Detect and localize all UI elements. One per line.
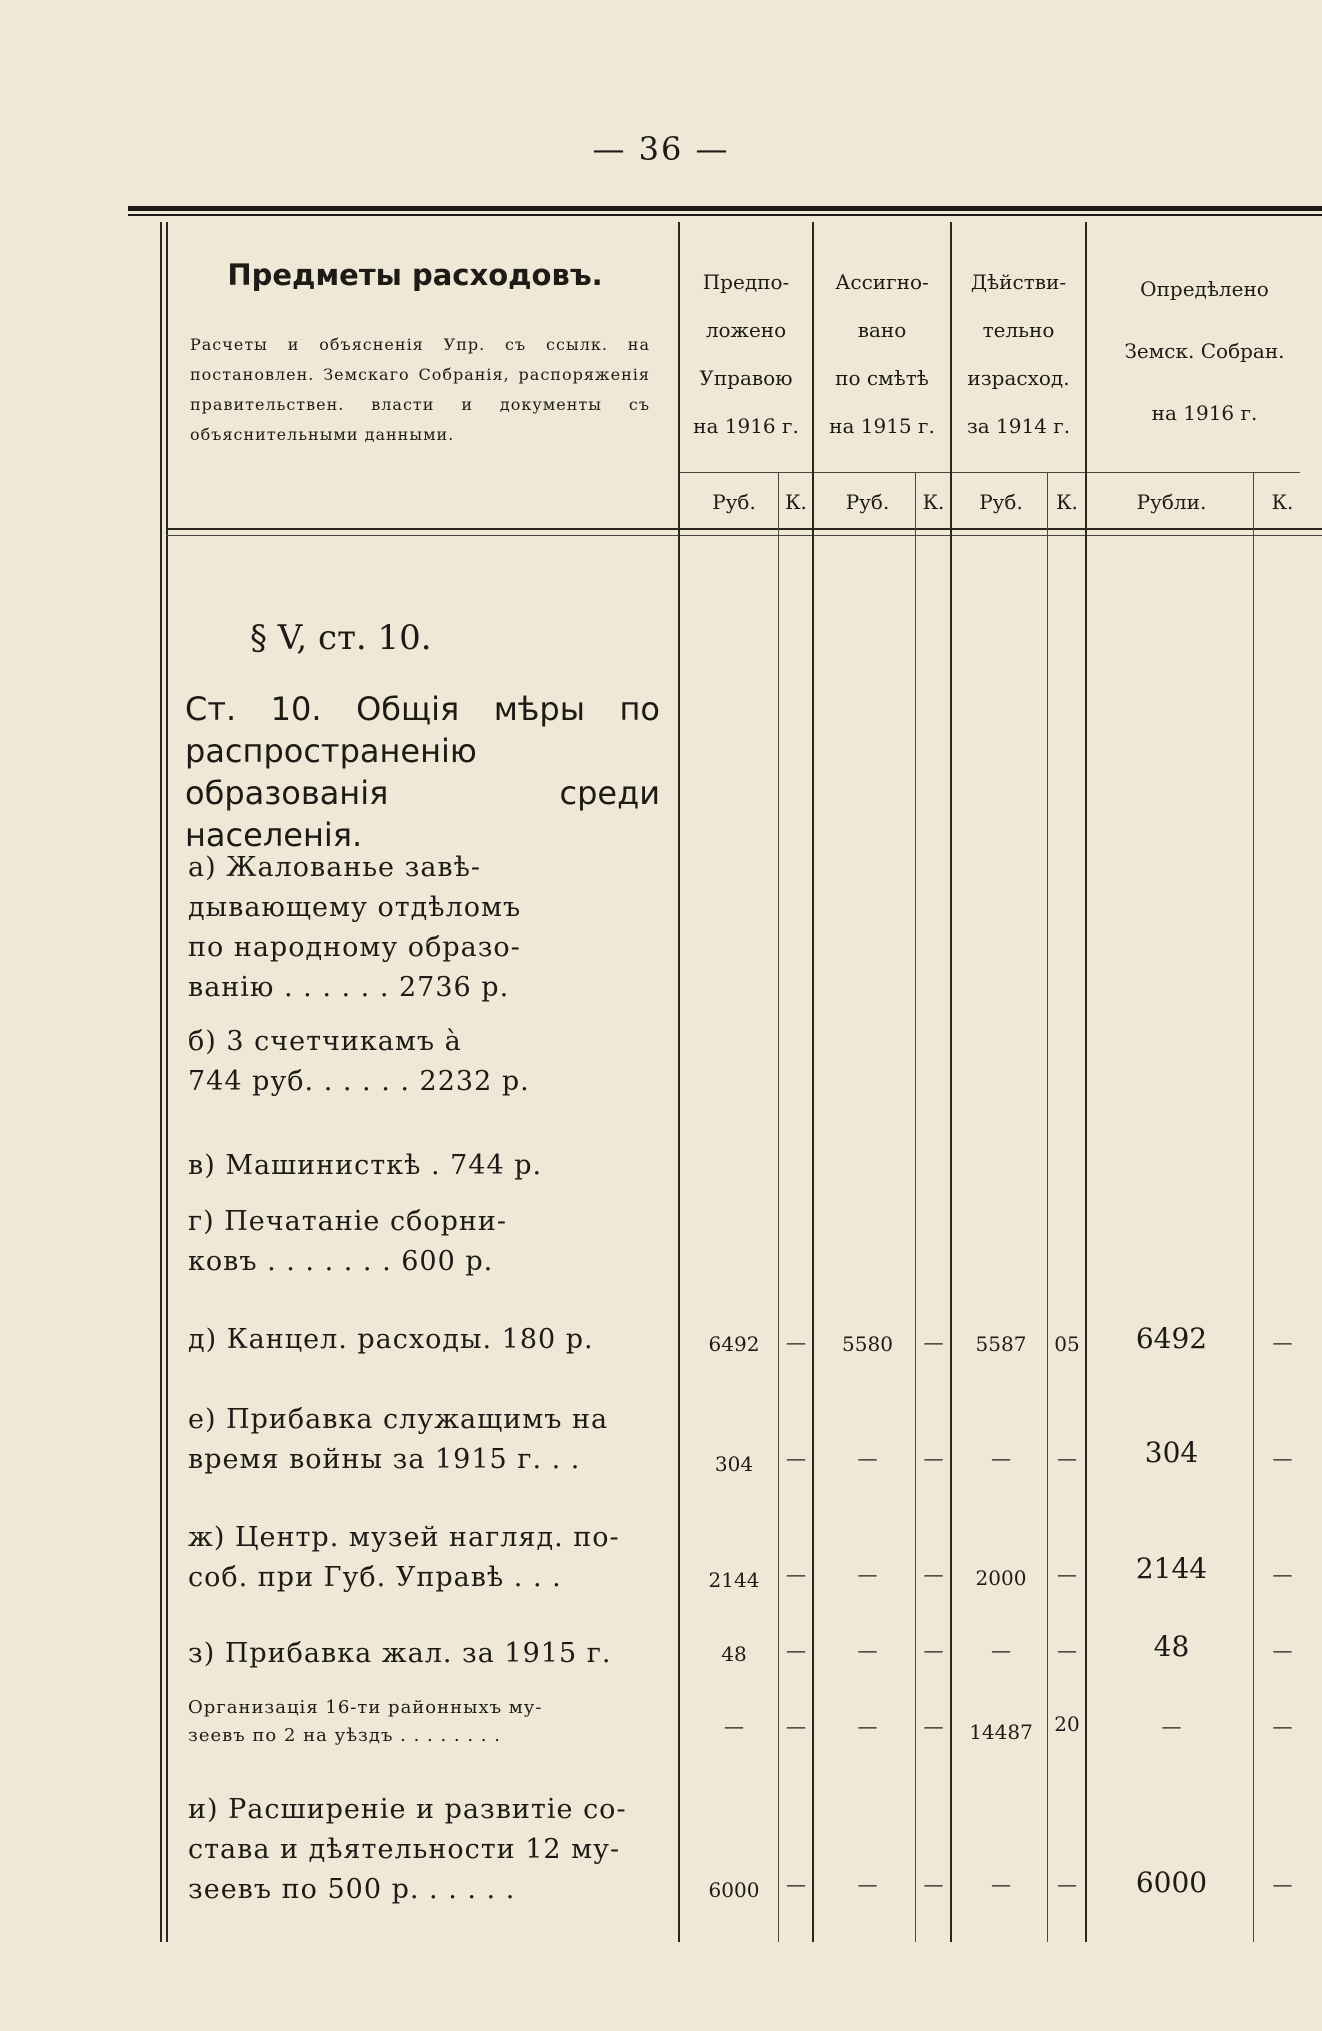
row-i-col3: — bbox=[991, 1872, 1011, 1896]
page-number: — 36 — bbox=[592, 130, 730, 168]
col-sep-3 bbox=[1085, 222, 1087, 1942]
row-org-col4: — bbox=[1161, 1714, 1182, 1738]
col4-header: Опредѣлено Земск. Собран. на 1916 г. bbox=[1124, 277, 1285, 425]
item-zh: ж) Центр. музей нагляд. по- соб. при Губ. Управѣ . . . bbox=[188, 1522, 620, 1593]
header-subtitle: Расчеты и объясненія Упр. съ ссылк. на постановлен. Земскаго Собранія, распоряженія правительствен. власти и документы съ объяснительными данными. bbox=[190, 335, 650, 444]
row-i-col1: 6000 bbox=[708, 1878, 760, 1902]
section-heading: § V, ст. 10. bbox=[250, 618, 432, 658]
row-i-col2-kop: — bbox=[923, 1872, 944, 1896]
top-rule bbox=[128, 206, 1322, 211]
row-d-col2-kop: — bbox=[923, 1330, 944, 1354]
unit-rub-1: Руб. bbox=[712, 490, 756, 514]
row-i-col1-kop: — bbox=[786, 1872, 806, 1896]
row-d-col4: 6492 bbox=[1135, 1322, 1208, 1355]
row-zh-col4: 2144 bbox=[1135, 1552, 1208, 1585]
row-e-col3-kop: — bbox=[1057, 1446, 1077, 1470]
unit-row-rule bbox=[680, 472, 1300, 473]
row-z-col4-kop: — bbox=[1272, 1638, 1293, 1662]
row-e-col2: — bbox=[857, 1446, 878, 1470]
unit-rub-2: Руб. bbox=[845, 490, 890, 514]
kop-sep-4 bbox=[1253, 472, 1254, 1942]
row-z-col3: — bbox=[991, 1638, 1011, 1662]
row-z-col3-kop: — bbox=[1057, 1638, 1077, 1662]
row-d-col3: 5587 bbox=[975, 1332, 1027, 1356]
item-a: а) Жалованье завѣ- дывающему отдѣломъ по народному образо- ванію . . . . . . 2736 р. bbox=[188, 852, 522, 1003]
row-i-col4-kop: — bbox=[1272, 1872, 1293, 1896]
item-z: з) Прибавка жал. за 1915 г. bbox=[188, 1638, 612, 1669]
row-z-col1: 48 bbox=[721, 1642, 747, 1666]
row-e-col3: — bbox=[991, 1446, 1011, 1470]
item-d: д) Канцел. расходы. 180 р. bbox=[188, 1324, 594, 1355]
row-z-col4: 48 bbox=[1153, 1630, 1190, 1663]
row-z-col2-kop: — bbox=[923, 1638, 944, 1662]
row-org-col1: — bbox=[724, 1714, 744, 1738]
row-d-col1: 6492 bbox=[708, 1332, 760, 1356]
table-border-left-inner bbox=[166, 222, 168, 1942]
row-d-col4-kop: — bbox=[1272, 1330, 1293, 1354]
kop-sep-3 bbox=[1047, 472, 1048, 1942]
header-bottom-rule-2 bbox=[166, 535, 1322, 536]
item-e: е) Прибавка служащимъ на время войны за 1915 г. . . bbox=[188, 1404, 609, 1475]
col2-header: Ассигно- вано по смѣтѣ на 1915 г. bbox=[829, 270, 935, 438]
header-bottom-rule bbox=[166, 528, 1322, 530]
row-zh-col4-kop: — bbox=[1272, 1562, 1293, 1586]
item-g: г) Печатаніе сборни- ковъ . . . . . . . 600 р. bbox=[188, 1206, 507, 1277]
row-i-col4: 6000 bbox=[1135, 1866, 1208, 1899]
item-v: в) Машинисткѣ . 744 р. bbox=[188, 1150, 543, 1181]
row-e-col1: 304 bbox=[714, 1452, 754, 1476]
row-zh-col2-kop: — bbox=[923, 1562, 944, 1586]
item-i: и) Расширеніе и развитіе со- става и дѣятельности 12 му- зеевъ по 500 р. . . . . . bbox=[188, 1794, 627, 1905]
article-heading: Ст. 10. Общія мѣры по распространенію образованія среди населенія. bbox=[185, 690, 660, 854]
col-sep-1 bbox=[812, 222, 814, 1942]
header-title: Предметы расходовъ. bbox=[227, 258, 603, 292]
unit-kop-1: К. bbox=[785, 490, 807, 514]
row-zh-col2: — bbox=[857, 1562, 878, 1586]
row-zh-col1: 2144 bbox=[708, 1568, 760, 1592]
row-d-col2: 5580 bbox=[842, 1332, 893, 1356]
row-org-col3: 14487 bbox=[969, 1720, 1033, 1744]
kop-sep-2 bbox=[915, 472, 916, 1942]
row-e-col2-kop: — bbox=[923, 1446, 944, 1470]
unit-kop-4: К. bbox=[1271, 490, 1294, 514]
row-org-col2-kop: — bbox=[923, 1714, 944, 1738]
row-e-col4-kop: — bbox=[1272, 1446, 1293, 1470]
top-rule-thin bbox=[128, 214, 1322, 216]
kop-sep-1 bbox=[778, 472, 779, 1942]
row-zh-col3-kop: — bbox=[1057, 1562, 1077, 1586]
unit-rubli: Рубли. bbox=[1136, 490, 1207, 514]
col-sep-desc bbox=[678, 222, 680, 1942]
row-e-col1-kop: — bbox=[786, 1446, 806, 1470]
row-org-col4-kop: — bbox=[1272, 1714, 1293, 1738]
item-b: б) 3 счетчикамъ à 744 руб. . . . . . 2232 р. bbox=[188, 1026, 530, 1097]
row-zh-col1-kop: — bbox=[786, 1562, 806, 1586]
row-i-col2: — bbox=[857, 1872, 878, 1896]
row-d-col3-kop: 05 bbox=[1054, 1332, 1080, 1356]
row-e-col4: 304 bbox=[1144, 1436, 1199, 1469]
unit-rub-3: Руб. bbox=[979, 490, 1023, 514]
row-i-col3-kop: — bbox=[1057, 1872, 1077, 1896]
item-org: Организація 16-ти районныхъ му- зеевъ по 2 на уѣздъ . . . . . . . . bbox=[188, 1697, 543, 1746]
row-org-col3-kop: 20 bbox=[1054, 1712, 1080, 1736]
row-z-col2: — bbox=[857, 1638, 878, 1662]
unit-kop-3: К. bbox=[1056, 490, 1078, 514]
col-sep-2 bbox=[950, 222, 952, 1942]
col3-header: Дѣйстви- тельно израсход. за 1914 г. bbox=[966, 270, 1071, 438]
row-d-col1-kop: — bbox=[786, 1330, 806, 1354]
table-border-left bbox=[160, 222, 162, 1942]
row-org-col2: — bbox=[857, 1714, 878, 1738]
row-zh-col3: 2000 bbox=[975, 1566, 1027, 1590]
row-z-col1-kop: — bbox=[786, 1638, 806, 1662]
col1-header: Предпо- ложено Управою на 1916 г. bbox=[693, 270, 799, 438]
unit-kop-2: К. bbox=[922, 490, 945, 514]
row-org-col1-kop: — bbox=[786, 1714, 806, 1738]
